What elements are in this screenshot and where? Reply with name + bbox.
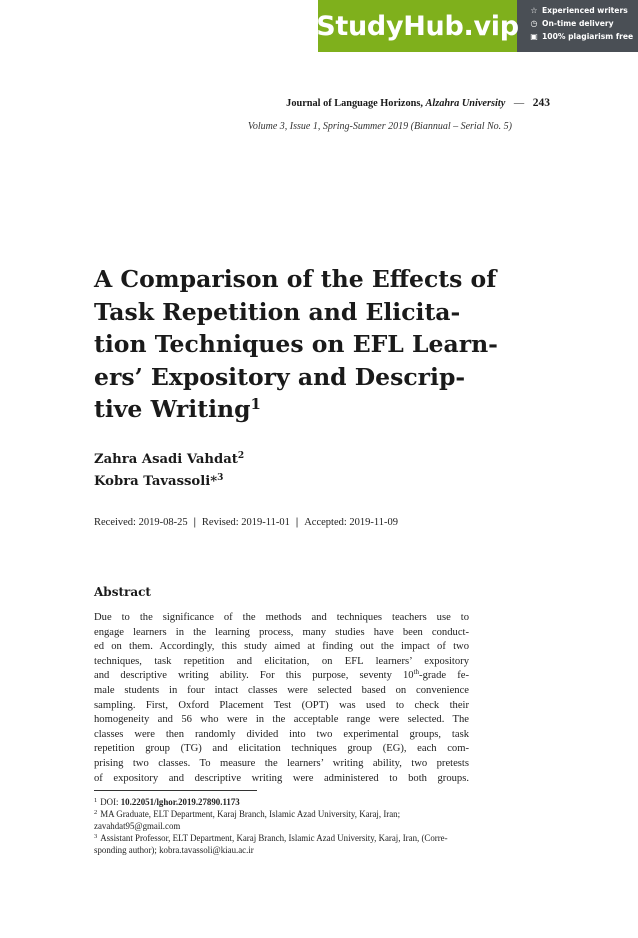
header-dash: —: [513, 98, 525, 109]
journal-name: Journal of Language Horizons,: [286, 98, 423, 109]
footnote-mark: 3: [94, 833, 98, 841]
title-line: ers’ Expository and Descrip-: [94, 362, 466, 391]
title-line: Task Repetition and Elicita-: [94, 297, 461, 326]
star-icon: ☆: [530, 6, 538, 15]
author-name: Zahra Asadi Vahdat: [94, 452, 238, 467]
footnote-text: MA Graduate, ELT Department, Karaj Branch, Islamic Azad University, Karaj, Iran;: [100, 809, 401, 820]
abstract-text: -grade fe-: [419, 670, 469, 682]
doi-label: DOI:: [100, 797, 119, 807]
journal-header: [0, 97, 550, 109]
page-number: 243: [532, 97, 550, 109]
footnote-2: [94, 808, 534, 820]
date-separator: |: [295, 517, 299, 528]
author-name: Kobra Tavassoli*: [94, 474, 218, 489]
feature-label: On-time delivery: [542, 19, 614, 28]
feature-label: 100% plagiarism free: [542, 32, 634, 41]
feature-plagiarism-free: [529, 30, 638, 43]
received-date: Received: 2019-08-25: [94, 517, 188, 528]
footnote-text: Assistant Professor, ELT Department, Karaj Branch, Islamic Azad University, Karaj, Iran, (Corre-: [100, 833, 448, 844]
feature-label: Experienced writers: [542, 6, 628, 15]
title-footnote-mark[interactable]: 1: [250, 395, 261, 413]
author: [94, 471, 244, 493]
abstract-line: sampling. First, Oxford Placement Test (OPT) was used to check their: [94, 699, 469, 711]
revised-date: Revised: 2019-11-01: [201, 517, 290, 528]
author: [94, 449, 244, 471]
ordinal-suffix: th: [413, 668, 420, 677]
abstract-line: [94, 669, 469, 684]
abstract-line: homogeneity and 56 who were in the acceptable range were selected. The: [94, 714, 469, 726]
title-text: tive Writing: [94, 395, 251, 423]
abstract-line: repetition group (TG) and elicitation techniques group (EG), each com-: [94, 743, 469, 755]
title-line: A Comparison of the Effects of: [94, 265, 497, 293]
feature-experienced-writers: [529, 4, 638, 17]
banner-features: [517, 0, 638, 52]
footnote-divider: [94, 790, 257, 791]
title-line-last: [94, 393, 484, 426]
volume-info: Volume 3, Issue 1, Spring-Summer 2019 (Biannual – Serial No. 5): [247, 121, 512, 132]
studyhub-logo[interactable]: StudyHub.vip: [318, 0, 517, 52]
footnote-3-cont: sponding author); kobra.tavassoli@kiau.ac.ir: [94, 845, 254, 856]
accepted-date: Accepted: 2019-11-09: [304, 517, 399, 528]
abstract-line: Due to the significance of the methods and techniques teachers use to: [94, 612, 469, 623]
clock-icon: ◷: [530, 19, 538, 28]
abstract-line: techniques, task repetition and elicitation, on EFL learners’ expository: [94, 655, 469, 667]
studyhub-banner[interactable]: [318, 0, 638, 52]
abstract-line: engage learners in the learning process, many studies have been conduct-: [94, 626, 469, 638]
paper-title: [94, 263, 498, 426]
footnote-mark: 1: [94, 797, 98, 804]
abstract-line: of expository and descriptive writing were administered to both groups.: [94, 772, 469, 784]
author-footnote-mark[interactable]: 2: [237, 451, 245, 461]
abstract-body: [94, 611, 469, 786]
abstract-line: prising two classes. To measure the learners’ writing ability, two pretests: [94, 757, 469, 769]
footnotes: [94, 796, 534, 856]
document-check-icon: ▣: [530, 32, 538, 41]
footnote-2-email[interactable]: zavahdat95@gmail.com: [94, 821, 181, 832]
submission-dates: [94, 517, 398, 528]
author-footnote-mark[interactable]: 3: [217, 473, 224, 483]
university-name: Alzahra University: [425, 98, 506, 109]
footnote-mark: 2: [94, 809, 98, 817]
abstract-line: ed on them. Accordingly, this study aimed at finding out the impact of two: [94, 641, 469, 653]
abstract-line: classes were then randomly divided into two experimental groups, task: [94, 728, 469, 740]
title-line: tion Techniques on EFL Learn-: [94, 330, 498, 358]
footnote-1: [94, 796, 534, 808]
abstract-line: male students in four intact classes were selected based on convenience: [94, 684, 469, 696]
abstract-heading: Abstract: [94, 585, 151, 599]
abstract-text: and descriptive writing ability. For this purpose, seventy 10: [94, 670, 414, 682]
footnote-3: [94, 832, 534, 844]
author-list: [94, 449, 244, 493]
doi-link[interactable]: 10.22051/lghor.2019.27890.1173: [120, 797, 240, 807]
date-separator: |: [193, 517, 196, 528]
feature-on-time-delivery: [529, 17, 638, 30]
